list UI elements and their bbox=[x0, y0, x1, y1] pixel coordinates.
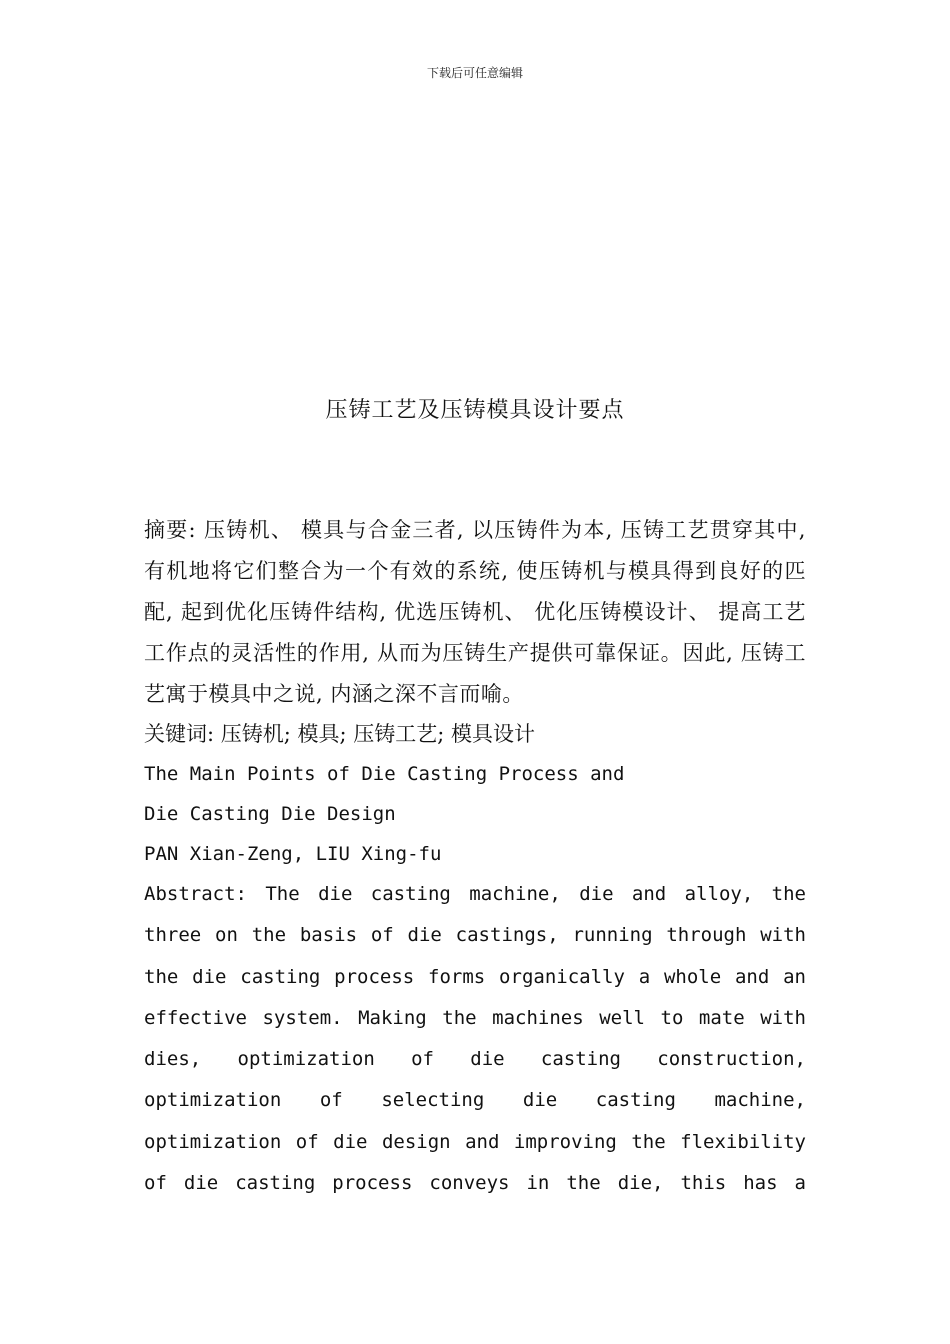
document-title: 压铸工艺及压铸模具设计要点 bbox=[325, 398, 625, 423]
header-note: 下载后可任意编辑 bbox=[426, 66, 523, 80]
english-title-line-1: The Main Points of Die Casting Process and bbox=[144, 763, 625, 785]
english-authors: PAN Xian-Zeng, LIU Xing-fu bbox=[144, 843, 442, 865]
chinese-abstract: 摘要: 压铸机、 模具与合金三者, 以压铸件为本, 压铸工艺贯穿其中, 有机地将它们整合为一个有效的系统, 使压铸机与模具得到良好的匹配, 起到优化压铸件结构, 优选压铸机、 优化压铸模设计、 提高工艺工作点的灵活性的作用, 从而为压铸生产提供可靠保证。因此, 压铸工艺寓于模具中之说, 内涵之深不言而喻。 bbox=[144, 518, 806, 706]
english-title-line-2: Die Casting Die Design bbox=[144, 803, 396, 825]
english-abstract: Abstract: The die casting machine, die and alloy, the three on the basis of die castings, running through with the die casting process forms organically a whole and an effective system. Making the machines well to mate with dies, optimization of die casting construction, optimization of selecting die casting machine, optimization of die design and improving the flexibility of die casting process conveys in the die, this has a bbox=[144, 883, 806, 1195]
chinese-keywords: 关键词: 压铸机; 模具; 压铸工艺; 模具设计 bbox=[144, 722, 536, 746]
